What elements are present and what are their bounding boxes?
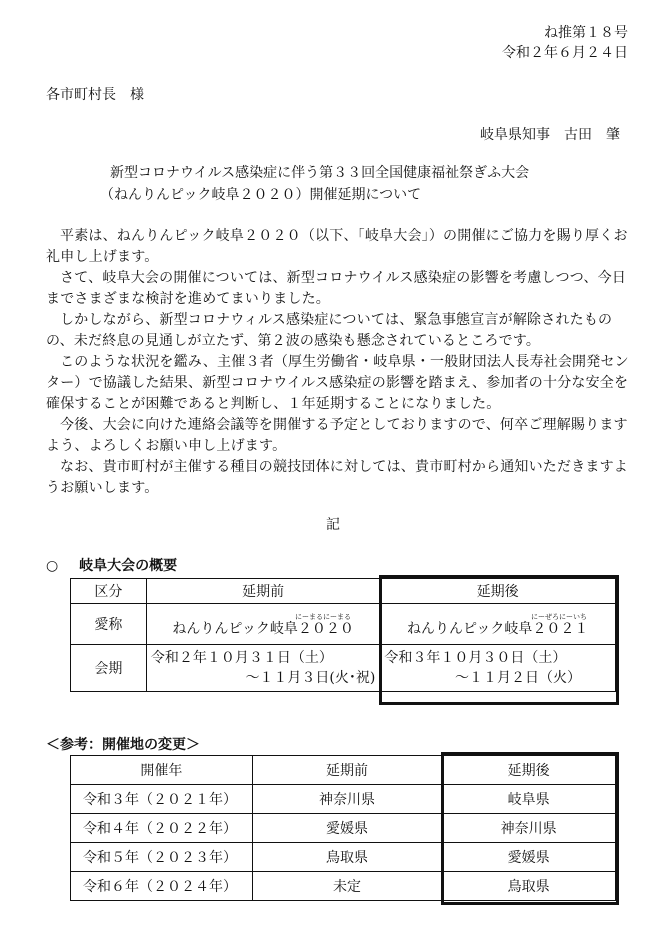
period-after-start: 令和３年１０月３０日（土） — [384, 650, 567, 666]
header-after: 延期後 — [442, 756, 616, 785]
year-cell: 令和５年（２０２３年） — [71, 843, 253, 872]
document-date: 令和２年６月２４日 — [502, 45, 628, 61]
recipient: 各市町村長 様 — [46, 87, 144, 103]
name-before-text — [172, 621, 353, 637]
header-category: 区分 — [71, 579, 147, 604]
year-cell: 令和４年（２０２２年） — [71, 814, 253, 843]
period-after-end: ～１１月２日（火） — [455, 670, 581, 686]
year-cell: 令和３年（２０２１年） — [71, 785, 253, 814]
before-cell: 神奈川県 — [252, 785, 442, 814]
name-after-value: ねんりんピック岐阜２０２１ — [406, 621, 589, 637]
before-cell: 愛媛県 — [252, 814, 442, 843]
name-after-ruby: にーぜろにーいち — [531, 613, 587, 621]
period-before-start: 令和２年１０月３１日（土） — [150, 650, 333, 666]
after-cell: 神奈川県 — [442, 814, 616, 843]
overview-table — [70, 578, 616, 692]
paragraph-2: さて、岐阜大会の開催については、新型コロナウイルス感染症の影響を考慮しつつ、今日までさまざまな検討を進めてまいりました。 — [46, 270, 627, 307]
row-label-name: 愛称 — [71, 604, 147, 645]
before-cell: 鳥取県 — [252, 843, 442, 872]
period-before-end: ～１１月３日(火･祝) — [245, 670, 376, 686]
table-row — [71, 756, 616, 785]
table-row — [71, 814, 616, 843]
after-cell: 愛媛県 — [442, 843, 616, 872]
table-row — [71, 645, 616, 692]
title-line-1: 新型コロナウイルス感染症に伴う第３３回全国健康福祉祭ぎふ大会 — [110, 165, 530, 181]
year-cell: 令和６年（２０２４年） — [71, 872, 253, 901]
ki-label: 記 — [326, 517, 340, 533]
title-line-2: （ねんりんピック岐阜２０２０）開催延期について — [100, 187, 422, 203]
paragraph-5: 今後、大会に向けた連絡会議等を開催する予定としておりますので、何卒ご理解賜りますよう、よろしくお願い申し上げます。 — [46, 417, 628, 454]
paragraph-3: しかしながら、新型コロナウィルス感染症については、緊急事態宣言が解除されたものの、未だ終息の見通しが立たず、第２波の感染も懸念されているところです。 — [46, 312, 613, 349]
table-row — [71, 604, 616, 645]
paragraph-6: なお、貴市町村が主催する種目の競技団体に対しては、貴市町村から通知いただきますようお願いします。 — [46, 459, 628, 496]
name-before-ruby: にーまるにーまる — [295, 613, 351, 621]
name-before-value: ねんりんピック岐阜２０２０ — [172, 621, 354, 637]
sender: 岐阜県知事 古田 肇 — [480, 127, 620, 143]
paragraph-4: このような状況を鑑み、主催３者（厚生労働省・岐阜県・一般財団法人長寿社会開発センター）で協議した結果、新型コロナウイルス感染症の影響を踏まえ、参加者の十分な安全を確保することが困難であると判断し、１年延期することになりました。 — [46, 354, 629, 412]
table-row — [71, 843, 616, 872]
period-before-cell — [146, 645, 380, 692]
paragraph-1: 平素は、ねんりんピック岐阜２０２０（以下、「岐阜大会」）の開催にご協力を賜り厚くお礼申し上げます。 — [46, 228, 628, 265]
section2-heading: ＜参考：開催地の変更＞ — [46, 737, 200, 753]
section1-heading — [46, 555, 177, 575]
before-cell: 未定 — [252, 872, 442, 901]
header-year: 開催年 — [71, 756, 253, 785]
after-cell: 岐阜県 — [442, 785, 616, 814]
name-before-cell — [146, 604, 380, 645]
header-after: 延期後 — [380, 579, 616, 604]
row-label-period: 会期 — [71, 645, 147, 692]
table-row — [71, 579, 616, 604]
header-before: 延期前 — [252, 756, 442, 785]
header-before: 延期前 — [146, 579, 380, 604]
document-number: ね推第１８号 — [544, 25, 628, 41]
period-after-cell — [380, 645, 616, 692]
letter-body — [46, 226, 636, 499]
venue-change-table — [70, 755, 616, 901]
name-after-cell — [380, 604, 616, 645]
table-row — [71, 872, 616, 901]
table-row — [71, 785, 616, 814]
after-cell: 鳥取県 — [442, 872, 616, 901]
section1-title: 岐阜大会の概要 — [79, 558, 178, 574]
bullet-icon: ○ — [46, 558, 59, 574]
